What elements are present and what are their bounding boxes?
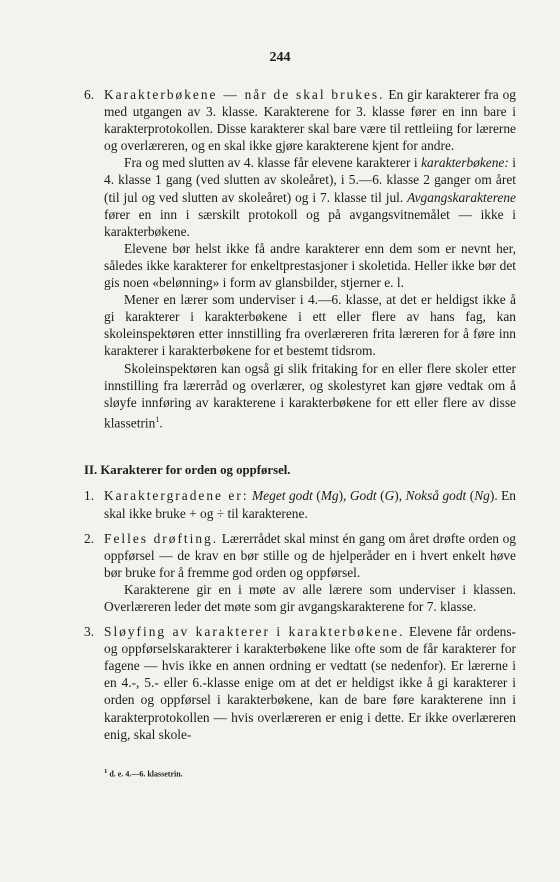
paragraph: [104, 530, 516, 581]
grade-abbrev: Ng: [474, 488, 490, 504]
grade-abbrev: Mg: [320, 488, 339, 504]
section-title: Karaktergradene er:: [104, 488, 249, 504]
paragraph: [104, 86, 516, 154]
paragraph-text: Elevene får ordens- og oppførselskarakterer i karakterbøkene like ofte som de får karakterer for fagene — hvis ikke en annen ordning er vedtatt (se nedenfor). Er lærerne i en 4.-, 5.- eller 6.-klasse enige om at det er heldigst ikke å gi karakterer i orden og oppførsel i karakterbøkene, kan de bare føre karakterene inn i karakterprotokollen — hvis overlæreren er enig i dette. Er ikke overlæreren enig, skal skole-: [104, 624, 516, 742]
paragraph: Karaktergradene er: Meget godt (Mg), Godt (G), Nokså godt (Ng). En skal ikke bruke + og ÷ til karakterene.: [104, 488, 517, 521]
paragraph-text: i 4. klasse 1 gang (ved slutten av skoleåret), i 5.—6. klasse 2 ganger om året (til jul og ved slutten av skoleåret) og i 7. klasse til jul.: [104, 155, 516, 205]
grade-term: Godt: [349, 488, 377, 504]
footnote: [104, 768, 183, 779]
italic-term: Avgangskarakterene: [407, 189, 516, 205]
paragraph: Karakterene gir en i møte av alle lærere som underviser i klassen. Overlæreren leder det møte som gir avgangskarakterene for 7. klasse.: [104, 581, 516, 614]
section-number: 6.: [84, 87, 95, 102]
section-1: [84, 487, 516, 521]
body-text: [84, 86, 516, 743]
paragraph: Elevene bør helst ikke få andre karakterer enn dem som er nevnt her, således ikke karakterer for enkeltprestasjoner i skoletida. Heller ikke bør det gis noen «belønning» i form av glansbilder, stjerner e. l.: [104, 240, 516, 291]
paragraph-text: Skoleinspektøren kan også gi slik fritaking for en eller flere skoler etter innstilling fra lærerråd og overlærer, og skolestyret kan gjøre vedtak om å sløyfe innføring av karakterene i karakterbøkene for ett eller flere av disse klassetrin: [104, 360, 516, 431]
italic-term: karakterbøkene:: [421, 155, 509, 171]
paragraph-text: Lærerrådet skal minst én gang om året drøfte orden og oppførsel — de krav en bør stille og de hjelperåder en i hvert enkelt høve bør bruke for å fremme god orden og oppførsel.: [104, 530, 516, 580]
paragraph: [84, 360, 516, 432]
section-title: Felles drøfting.: [104, 530, 219, 546]
section-6: [84, 86, 516, 154]
grade-abbrev: G: [384, 488, 395, 504]
paragraph-text: En gir karakterer fra og med utgangen av 3. klasse. Karakterene for 3. klasse fører en inn bare i karakterprotokollen. Disse karakterer skal bare være til rettleiing for lærerne og overlæreren, og en skal ikke gjøre karakterene kjent for andre.: [104, 87, 516, 154]
paragraph: [104, 623, 516, 743]
section-number: 2.: [84, 530, 95, 546]
section-number: 1.: [84, 488, 95, 504]
footnote-reference: 1: [155, 414, 160, 424]
footnote-text: d. e. 4.—6. klassetrin.: [107, 769, 183, 779]
paragraph-text: Fra og med slutten av 4. klasse får elevene karakterer i: [124, 155, 422, 171]
section-title: Sløyfing av karakterer i karakterbøkene.: [104, 624, 405, 640]
chapter-heading: II. Karakterer for orden og oppførsel.: [84, 463, 291, 478]
footnote-mark: 1: [104, 768, 108, 775]
paragraph-text: .: [159, 415, 163, 431]
section-3: [84, 623, 516, 743]
section-2: [84, 530, 516, 581]
grade-term: Meget godt: [252, 488, 313, 504]
page-number: 244: [269, 50, 291, 65]
section-title: Karakterbøkene — når de skal brukes.: [104, 87, 385, 102]
paragraph: Mener en lærer som underviser i 4.—6. klasse, at det er heldigst ikke å gi karakterer i karakterbøkene i ett eller flere av hans fag, kan skoleinspektøren etter innstilling fra overlæreren frita læreren for å føre inn karakterer i karakterbøkene for et bestemt tidsrom.: [104, 292, 516, 359]
paragraph-text: ). En skal ikke bruke + og ÷ til karakterene.: [104, 488, 517, 521]
paragraph: [84, 154, 516, 239]
grade-term: Nokså godt: [405, 488, 467, 504]
paragraph-text: fører en inn i særskilt protokoll og på avgangsvitnemålet — ikke i karakterbøkene.: [104, 206, 516, 239]
section-number: 3.: [84, 624, 95, 640]
